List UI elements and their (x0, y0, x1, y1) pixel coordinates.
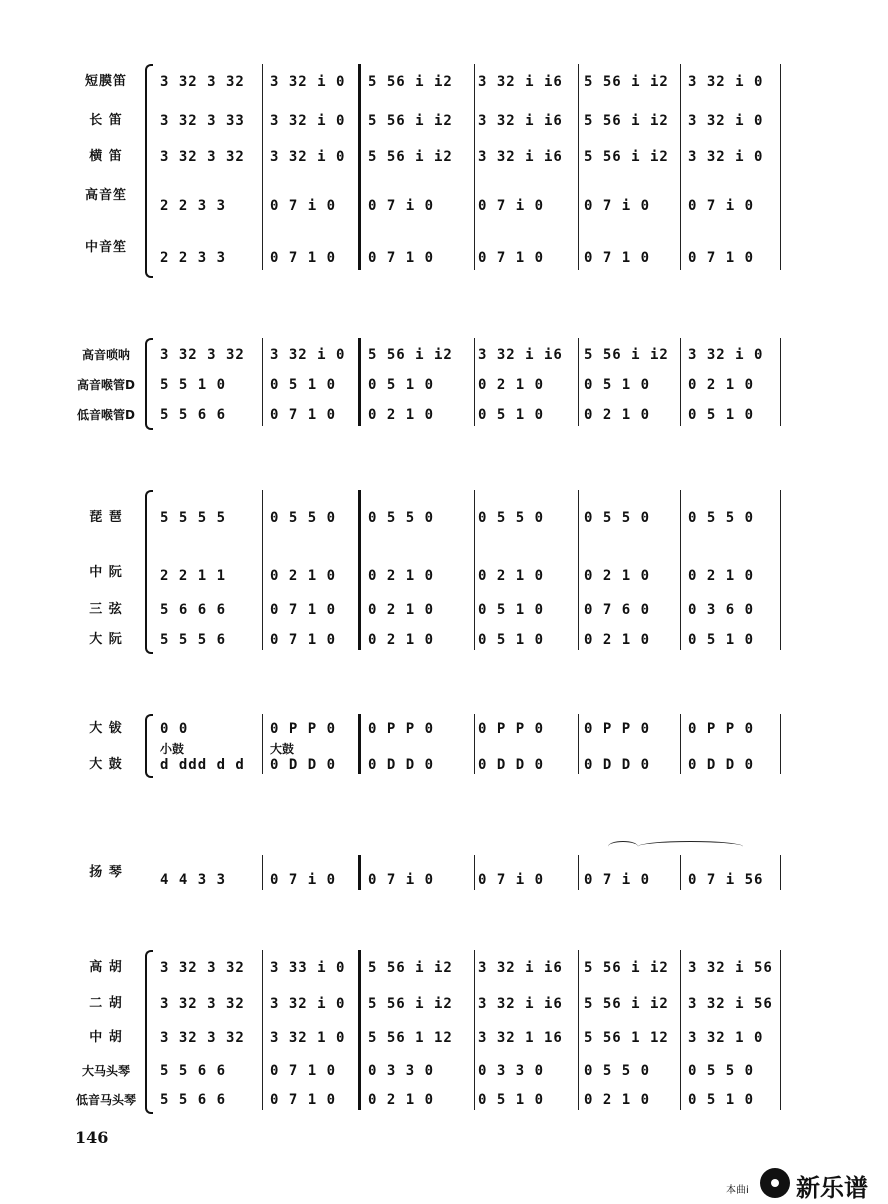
measure: 0 5 1 0 (478, 632, 545, 648)
barline (578, 714, 579, 774)
barline (780, 490, 781, 650)
measure: 3 32 i i6 (478, 149, 563, 165)
measure: 0 7 i 0 (584, 198, 651, 214)
measure: 3 32 3 32 (160, 347, 245, 363)
measure: 3 32 i 56 (688, 996, 773, 1012)
measure: 0 D D 0 (478, 757, 545, 773)
barline (358, 950, 361, 1110)
measure: 0 7 1 0 (270, 1092, 337, 1108)
measure: 0 2 1 0 (584, 1092, 651, 1108)
barline (578, 64, 579, 270)
measure: 3 32 3 32 (160, 74, 245, 90)
barline (680, 855, 681, 890)
measure: 3 32 i i6 (478, 996, 563, 1012)
measure: 0 7 1 0 (368, 250, 435, 266)
measure: 0 7 6 0 (584, 602, 651, 618)
measure: 0 2 1 0 (368, 407, 435, 423)
measure: 2 2 3 3 (160, 250, 227, 266)
measure: 5 6 6 6 (160, 602, 227, 618)
measure: 0 7 i 0 (478, 872, 545, 888)
measure: 3 32 1 16 (478, 1030, 563, 1046)
barline (358, 714, 361, 774)
measure: 0 7 i 0 (688, 198, 755, 214)
measure: 3 32 i 0 (688, 113, 764, 129)
measure: 0 7 i 0 (478, 198, 545, 214)
barline (474, 950, 475, 1110)
measure: 3 32 i i6 (478, 960, 563, 976)
measure: 5 56 i i2 (368, 149, 453, 165)
measure: 0 2 1 0 (270, 568, 337, 584)
part-name: 扬 琴 (89, 865, 123, 880)
tie-arc (638, 841, 743, 852)
measure: 0 2 1 0 (478, 568, 545, 584)
barline (780, 64, 781, 270)
barline (578, 338, 579, 426)
measure: 0 5 5 0 (688, 510, 755, 526)
measure: 5 5 5 5 (160, 510, 227, 526)
measure: 0 5 1 0 (270, 377, 337, 393)
measure: 2 2 3 3 (160, 198, 227, 214)
barline (780, 714, 781, 774)
tie-arc (608, 841, 638, 852)
measure: 3 32 i 0 (688, 74, 764, 90)
barline (358, 490, 361, 650)
measure: 0 P P 0 (478, 721, 545, 737)
measure: 0 D D 0 (368, 757, 435, 773)
part-name: 短膜笛 (84, 74, 127, 89)
measure: 0 3 3 0 (368, 1063, 435, 1079)
part-name: 低音喉管D (77, 408, 135, 422)
part-name: 高音喉管D (77, 378, 135, 392)
measure: 0 5 5 0 (688, 1063, 755, 1079)
measure: 3 32 i i6 (478, 113, 563, 129)
measure: 5 56 i i2 (368, 113, 453, 129)
measure: 0 5 5 0 (478, 510, 545, 526)
barline (358, 855, 361, 890)
part-name: 低音马头琴 (75, 1093, 136, 1107)
measure: 0 5 1 0 (688, 1092, 755, 1108)
measure: 0 7 1 0 (688, 250, 755, 266)
part-name: 高音唢呐 (81, 348, 130, 362)
measure: 0 2 1 0 (584, 568, 651, 584)
part-name: 大 阮 (89, 632, 123, 647)
barline (578, 855, 579, 890)
measure: 0 5 5 0 (584, 510, 651, 526)
barline (262, 338, 263, 426)
barline (680, 338, 681, 426)
measure: 0 7 1 0 (270, 407, 337, 423)
measure: 0 7 1 0 (478, 250, 545, 266)
measure: 3 32 i 0 (270, 996, 346, 1012)
part-name: 大马头琴 (81, 1064, 130, 1078)
logo-text: 新乐谱 (796, 1174, 868, 1202)
measure: 0 2 1 0 (368, 568, 435, 584)
measure: 3 32 i 0 (270, 74, 346, 90)
measure: 0 7 1 0 (584, 250, 651, 266)
measure: 0 7 i 0 (270, 872, 337, 888)
barline (358, 338, 361, 426)
measure: 5 56 i i2 (584, 960, 669, 976)
measure: 5 56 i i2 (368, 996, 453, 1012)
measure: 5 5 5 6 (160, 632, 227, 648)
barline (262, 950, 263, 1110)
barline (680, 490, 681, 650)
measure: 5 56 i i2 (368, 960, 453, 976)
part-name: 横 笛 (89, 149, 123, 164)
barline (262, 714, 263, 774)
measure: 0 D D 0 (688, 757, 755, 773)
barline (474, 490, 475, 650)
measure: 5 56 i i2 (584, 996, 669, 1012)
measure: 3 32 i 0 (270, 347, 346, 363)
measure: 0 P P 0 (688, 721, 755, 737)
measure: 0 5 5 0 (270, 510, 337, 526)
measure: 5 5 6 6 (160, 407, 227, 423)
measure: 5 56 1 12 (368, 1030, 453, 1046)
measure: 3 33 i 0 (270, 960, 346, 976)
measure: 0 7 i 0 (270, 198, 337, 214)
measure: 3 32 i i6 (478, 347, 563, 363)
measure: 0 D D 0 (270, 757, 337, 773)
page-number: 146 (75, 1128, 109, 1147)
part-name: 大 钹 (89, 721, 123, 736)
measure: 3 32 1 0 (270, 1030, 346, 1046)
measure: 0 P P 0 (584, 721, 651, 737)
measure: 0 5 5 0 (368, 510, 435, 526)
measure: 3 32 i 0 (688, 347, 764, 363)
measure: 4 4 3 3 (160, 872, 227, 888)
measure: 0 0 (160, 721, 189, 737)
measure: 0 P P 0 (270, 721, 337, 737)
barline (474, 64, 475, 270)
barline (474, 714, 475, 774)
measure: 3 32 i i6 (478, 74, 563, 90)
measure: d ddd d d (160, 757, 245, 773)
barline (474, 855, 475, 890)
barline (680, 714, 681, 774)
barline (474, 338, 475, 426)
measure: 0 7 1 0 (270, 632, 337, 648)
part-name: 长 笛 (89, 113, 123, 128)
measure: 3 32 i 0 (270, 149, 346, 165)
barline (680, 950, 681, 1110)
barline (262, 490, 263, 650)
barline (780, 950, 781, 1110)
measure: 5 56 i i2 (584, 347, 669, 363)
measure: 0 2 1 0 (368, 1092, 435, 1108)
part-name: 琵 琶 (89, 510, 123, 525)
measure: 3 32 3 32 (160, 960, 245, 976)
measure: 5 5 6 6 (160, 1063, 227, 1079)
measure: 0 P P 0 (368, 721, 435, 737)
measure: 5 56 i i2 (368, 347, 453, 363)
measure: 5 56 i i2 (368, 74, 453, 90)
measure: 0 7 1 0 (270, 602, 337, 618)
part-name: 高 胡 (89, 960, 123, 975)
measure: 0 5 1 0 (688, 407, 755, 423)
part-name: 中音笙 (84, 240, 127, 255)
small-drum-label: 小鼓 (160, 742, 185, 756)
measure: 0 3 6 0 (688, 602, 755, 618)
measure: 3 32 i 56 (688, 960, 773, 976)
barline (262, 855, 263, 890)
measure: 0 2 1 0 (368, 632, 435, 648)
measure: 2 2 1 1 (160, 568, 227, 584)
measure: 0 5 1 0 (584, 377, 651, 393)
measure: 0 2 1 0 (478, 377, 545, 393)
part-name: 中 阮 (89, 565, 123, 580)
measure: 0 7 1 0 (270, 250, 337, 266)
barline (578, 950, 579, 1110)
measure: 0 7 1 0 (270, 1063, 337, 1079)
measure: 0 5 1 0 (688, 632, 755, 648)
measure: 5 5 1 0 (160, 377, 227, 393)
measure: 0 2 1 0 (688, 568, 755, 584)
part-name: 三 弦 (89, 602, 123, 617)
measure: 5 56 i i2 (584, 74, 669, 90)
measure: 0 2 1 0 (688, 377, 755, 393)
measure: 0 2 1 0 (368, 602, 435, 618)
measure: 5 56 i i2 (584, 149, 669, 165)
measure: 0 7 i 0 (584, 872, 651, 888)
site-logo (760, 1166, 885, 1202)
measure: 0 5 1 0 (478, 602, 545, 618)
record-icon (760, 1168, 790, 1198)
barline (262, 64, 263, 270)
measure: 0 7 i 0 (368, 872, 435, 888)
measure: 3 32 i 0 (270, 113, 346, 129)
footer-note: 本曲i (726, 1185, 749, 1196)
measure: 3 32 3 32 (160, 149, 245, 165)
measure: 0 3 3 0 (478, 1063, 545, 1079)
measure: 0 5 1 0 (478, 1092, 545, 1108)
barline (780, 338, 781, 426)
part-name: 中 胡 (89, 1030, 123, 1045)
measure: 0 7 i 0 (368, 198, 435, 214)
big-drum-label: 大鼓 (270, 742, 295, 756)
measure: 3 32 3 32 (160, 996, 245, 1012)
part-name: 高音笙 (84, 188, 127, 203)
measure: 0 5 1 0 (368, 377, 435, 393)
measure: 3 32 3 33 (160, 113, 245, 129)
measure: 5 56 i i2 (584, 113, 669, 129)
barline (680, 64, 681, 270)
barline (578, 490, 579, 650)
measure: 5 5 6 6 (160, 1092, 227, 1108)
part-name: 大 鼓 (89, 757, 123, 772)
measure: 5 56 1 12 (584, 1030, 669, 1046)
measure: 0 5 5 0 (584, 1063, 651, 1079)
measure: 0 D D 0 (584, 757, 651, 773)
measure: 3 32 1 0 (688, 1030, 764, 1046)
barline (780, 855, 781, 890)
measure: 3 32 i 0 (688, 149, 764, 165)
part-name: 二 胡 (89, 996, 123, 1011)
measure: 0 5 1 0 (478, 407, 545, 423)
measure: 3 32 3 32 (160, 1030, 245, 1046)
measure: 0 2 1 0 (584, 407, 651, 423)
barline (358, 64, 361, 270)
measure: 0 7 i 56 (688, 872, 764, 888)
measure: 0 2 1 0 (584, 632, 651, 648)
